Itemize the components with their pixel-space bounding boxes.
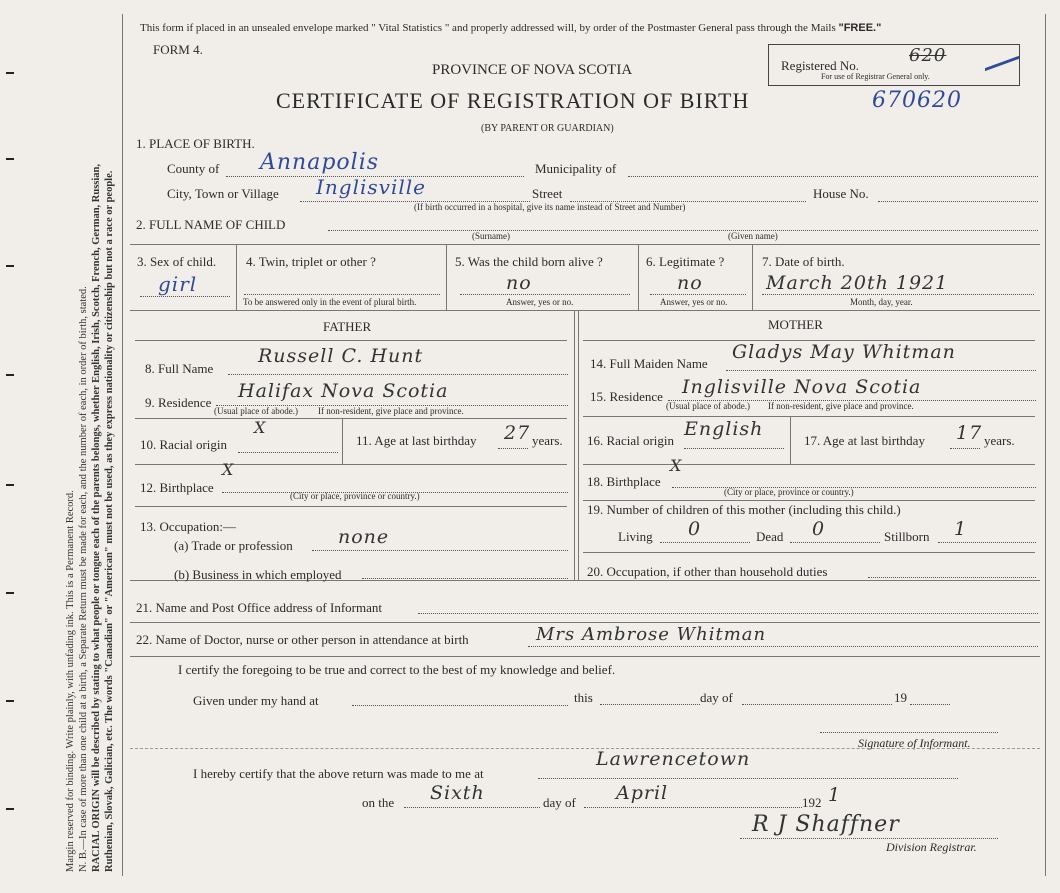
hospital-note: (If birth occurred in a hospital, give its name instead of Street and Number)	[414, 202, 686, 212]
city-label: City, Town or Village	[167, 186, 279, 201]
margin-tick	[6, 72, 14, 74]
dob-note: Month, day, year.	[850, 297, 913, 307]
born-alive-label: 5. Was the child born alive ?	[455, 254, 603, 269]
form-left-border	[122, 14, 123, 876]
legitimate-label: 6. Legitimate ?	[646, 254, 725, 269]
registered-value: 620	[909, 45, 947, 66]
father-age-value: 27	[504, 422, 531, 444]
father-nonresident-note: If non-resident, give place and province.	[318, 406, 464, 416]
county-value: Annapolis	[260, 150, 380, 175]
on-the-label: on the	[362, 795, 395, 810]
mother-residence-value: Inglisville Nova Scotia	[682, 376, 922, 398]
county-label: County of	[167, 161, 220, 176]
legitimate-value: no	[677, 272, 703, 294]
margin-instructions	[64, 42, 116, 872]
mail-notice	[140, 22, 881, 34]
stillborn-label: Stillborn	[884, 529, 930, 544]
dead-label: Dead	[756, 529, 784, 544]
business-label: (b) Business in which employed	[174, 567, 342, 582]
mother-birthplace-label: 18. Birthplace	[587, 474, 661, 489]
registrar-year-value: 1	[828, 784, 842, 806]
margin-tick	[6, 374, 14, 376]
registrar-certify-label: I hereby certify that the above return was made to me at	[193, 766, 484, 781]
mother-abode-note: (Usual place of abode.)	[666, 401, 750, 411]
legitimate-note: Answer, yes or no.	[660, 297, 728, 307]
trade-label: (a) Trade or profession	[174, 538, 293, 553]
margin-line-4: Ruthenian, Slovak, Galician, etc. The words "Canadian" or "American" must not be used, as they express nationality or citizenship but not a race or people.	[104, 170, 115, 872]
mail-notice-free: "FREE."	[838, 22, 882, 34]
city-value: Inglisville	[316, 175, 426, 199]
father-occupation-label: 13. Occupation:—	[140, 519, 237, 534]
mother-nonresident-note: If non-resident, give place and province.	[768, 401, 914, 411]
margin-line-3: RACIAL ORIGIN will be described by stating to what people or tongue each of the parents belongs, whether English, Irish, Scotch, French, German, Russian,	[91, 163, 102, 872]
mother-age-value: 17	[956, 422, 983, 444]
registrar-year-label: 192	[802, 795, 822, 810]
informant-label: 21. Name and Post Office address of Informant	[136, 600, 382, 615]
doctor-value: Mrs Ambrose Whitman	[536, 624, 767, 645]
informant-signature-label: Signature of Informant.	[858, 736, 971, 750]
registrar-day-of-label: day of	[543, 795, 576, 810]
place-of-birth-heading: 1. PLACE OF BIRTH.	[136, 136, 255, 151]
stillborn-value: 1	[954, 518, 968, 540]
children-count-label: 19. Number of children of this mother (including this child.)	[587, 502, 901, 517]
registrar-use-note: For use of Registrar General only.	[821, 72, 930, 81]
dob-label: 7. Date of birth.	[762, 254, 845, 269]
twin-note: To be answered only in the event of plural birth.	[243, 297, 417, 307]
dob-value: March 20th 1921	[766, 272, 949, 294]
registrar-month-value: April	[616, 782, 669, 804]
division-registrar-label: Division Registrar.	[886, 840, 977, 854]
living-label: Living	[618, 529, 653, 544]
mother-name-label: 14. Full Maiden Name	[590, 356, 708, 371]
sex-value: girl	[158, 272, 198, 296]
margin-tick	[6, 592, 14, 594]
mother-racial-label: 16. Racial origin	[587, 433, 675, 448]
father-residence-label: 9. Residence	[145, 395, 212, 410]
margin-line-1: Margin reserved for binding. Write plainly, with unfading ink. This is a Permanent Record.	[65, 490, 76, 872]
surname-note: (Surname)	[472, 231, 510, 241]
sex-label: 3. Sex of child.	[137, 254, 217, 269]
house-label: House No.	[813, 186, 869, 201]
mother-occupation-label: 20. Occupation, if other than household duties	[587, 564, 828, 579]
check-mark-icon	[985, 45, 1019, 71]
trade-value: none	[338, 526, 390, 548]
father-abode-note: (Usual place of abode.)	[214, 406, 298, 416]
mother-residence-label: 15. Residence	[590, 389, 663, 404]
living-value: 0	[688, 518, 702, 540]
dead-value: 0	[812, 518, 826, 540]
street-label: Street	[532, 186, 563, 201]
father-birthplace-value: X	[222, 460, 235, 479]
day-of-label: day of	[700, 690, 733, 705]
registrar-place-value: Lawrencetown	[596, 748, 751, 770]
mother-years-label: years.	[984, 433, 1015, 448]
father-residence-value: Halifax Nova Scotia	[238, 380, 449, 402]
form-right-border	[1045, 14, 1046, 876]
page-subtitle: (BY PARENT OR GUARDIAN)	[481, 123, 614, 134]
father-heading: FATHER	[323, 319, 372, 334]
province-heading: PROVINCE OF NOVA SCOTIA	[432, 62, 633, 78]
certificate-number: 670620	[872, 88, 962, 113]
form-number: FORM 4.	[153, 42, 203, 57]
mother-heading: MOTHER	[768, 317, 823, 332]
father-birthplace-label: 12. Birthplace	[140, 480, 214, 495]
father-birthplace-note: (City or place, province or country.)	[290, 491, 420, 501]
page-title: CERTIFICATE OF REGISTRATION OF BIRTH	[276, 88, 750, 113]
father-name-value: Russell C. Hunt	[258, 345, 424, 367]
margin-tick	[6, 484, 14, 486]
year-label: 19	[894, 690, 907, 705]
registrar-day-value: Sixth	[430, 782, 485, 804]
mother-name-value: Gladys May Whitman	[732, 341, 956, 363]
given-under-label: Given under my hand at	[193, 693, 319, 708]
twin-label: 4. Twin, triplet or other ?	[246, 254, 376, 269]
registered-box	[768, 44, 1020, 86]
father-age-label: 11. Age at last birthday	[356, 433, 477, 448]
margin-tick	[6, 700, 14, 702]
mother-birthplace-note: (City or place, province or country.)	[724, 487, 854, 497]
father-name-label: 8. Full Name	[145, 361, 214, 376]
margin-tick	[6, 158, 14, 160]
margin-tick	[6, 808, 14, 810]
father-racial-value: X	[254, 418, 267, 437]
child-name-label: 2. FULL NAME OF CHILD	[136, 217, 286, 232]
registered-label: Registered No.	[781, 58, 859, 73]
informant-certify-text: I certify the foregoing to be true and correct to the best of my knowledge and belief.	[178, 662, 616, 677]
registrar-signature: R J Shaffner	[752, 812, 900, 837]
doctor-label: 22. Name of Doctor, nurse or other person in attendance at birth	[136, 632, 469, 647]
mother-racial-value: English	[684, 418, 764, 440]
born-alive-note: Answer, yes or no.	[506, 297, 574, 307]
mother-birthplace-value: X	[670, 456, 683, 475]
margin-line-2: N. B.—In case of more than one child at a birth, a Separate Return must be made for each, and the number of each, in order of birth, stated.	[78, 286, 89, 872]
given-name-note: (Given name)	[728, 231, 778, 241]
born-alive-value: no	[506, 272, 532, 294]
father-racial-label: 10. Racial origin	[140, 437, 228, 452]
mail-notice-text: This form if placed in an unsealed envelope marked " Vital Statistics " and properly addressed will, by order of the Postmaster General pass through the Mails	[140, 22, 839, 34]
this-label: this	[574, 690, 593, 705]
margin-tick	[6, 265, 14, 267]
father-years-label: years.	[532, 433, 563, 448]
municipality-label: Municipality of	[535, 161, 617, 176]
mother-age-label: 17. Age at last birthday	[804, 433, 925, 448]
